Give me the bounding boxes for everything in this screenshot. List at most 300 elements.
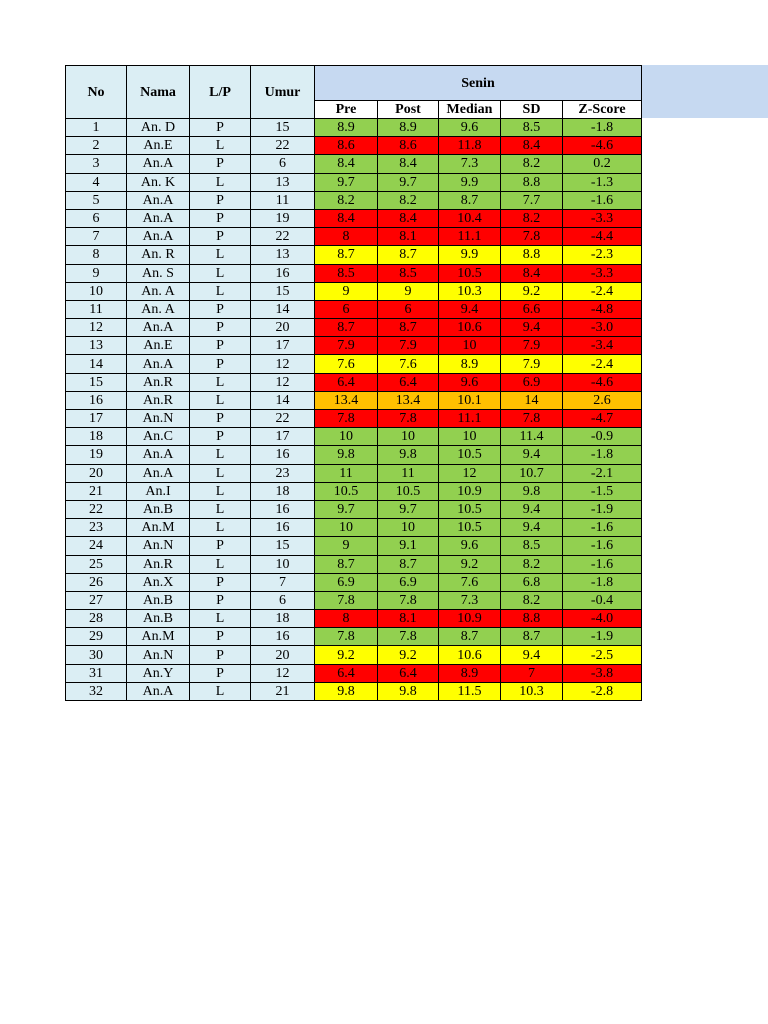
- cell-zscore: -1.9: [563, 500, 642, 518]
- cell-sd: 8.4: [501, 137, 563, 155]
- header-umur: Umur: [251, 66, 315, 119]
- cell-zscore: -3.8: [563, 664, 642, 682]
- cell-median: 9.6: [439, 119, 501, 137]
- cell-umur: 20: [251, 646, 315, 664]
- cell-sd: 8.2: [501, 155, 563, 173]
- cell-median: 8.7: [439, 191, 501, 209]
- cell-lp: P: [190, 573, 251, 591]
- cell-no: 5: [66, 191, 127, 209]
- header-median: Median: [439, 101, 501, 119]
- cell-median: 10.5: [439, 519, 501, 537]
- cell-lp: L: [190, 446, 251, 464]
- cell-no: 28: [66, 610, 127, 628]
- cell-nama: An.E: [127, 137, 190, 155]
- cell-lp: P: [190, 337, 251, 355]
- cell-umur: 15: [251, 282, 315, 300]
- cell-nama: An.A: [127, 191, 190, 209]
- table-row: [66, 137, 642, 155]
- cell-post: 8.4: [378, 209, 439, 227]
- cell-nama: An.A: [127, 319, 190, 337]
- cell-sd: 8.8: [501, 246, 563, 264]
- cell-post: 13.4: [378, 391, 439, 409]
- table-row: [66, 446, 642, 464]
- cell-no: 8: [66, 246, 127, 264]
- cell-lp: L: [190, 391, 251, 409]
- cell-lp: P: [190, 300, 251, 318]
- cell-nama: An. K: [127, 173, 190, 191]
- cell-zscore: -0.9: [563, 428, 642, 446]
- cell-post: 8.1: [378, 610, 439, 628]
- cell-umur: 12: [251, 355, 315, 373]
- cell-pre: 8.4: [315, 155, 378, 173]
- table-row: [66, 355, 642, 373]
- cell-zscore: -1.9: [563, 628, 642, 646]
- cell-post: 8.7: [378, 319, 439, 337]
- cell-sd: 8.5: [501, 119, 563, 137]
- cell-lp: P: [190, 319, 251, 337]
- cell-post: 7.8: [378, 628, 439, 646]
- cell-lp: L: [190, 173, 251, 191]
- table-row: [66, 428, 642, 446]
- cell-umur: 15: [251, 119, 315, 137]
- cell-nama: An.X: [127, 573, 190, 591]
- cell-post: 8.9: [378, 119, 439, 137]
- cell-lp: P: [190, 664, 251, 682]
- cell-median: 9.2: [439, 555, 501, 573]
- cell-zscore: -1.3: [563, 173, 642, 191]
- table-row: [66, 682, 642, 700]
- cell-zscore: -1.8: [563, 573, 642, 591]
- cell-post: 6.4: [378, 373, 439, 391]
- cell-post: 6.4: [378, 664, 439, 682]
- cell-sd: 6.8: [501, 573, 563, 591]
- cell-pre: 10: [315, 519, 378, 537]
- cell-sd: 9.4: [501, 500, 563, 518]
- header-group-senin: Senin: [315, 66, 642, 101]
- cell-median: 10: [439, 428, 501, 446]
- cell-median: 10.1: [439, 391, 501, 409]
- cell-lp: L: [190, 246, 251, 264]
- cell-median: 10.3: [439, 282, 501, 300]
- cell-pre: 8.7: [315, 246, 378, 264]
- cell-median: 8.9: [439, 355, 501, 373]
- cell-median: 11.1: [439, 410, 501, 428]
- cell-no: 15: [66, 373, 127, 391]
- cell-zscore: -3.3: [563, 209, 642, 227]
- cell-lp: L: [190, 682, 251, 700]
- cell-nama: An. D: [127, 119, 190, 137]
- cell-umur: 6: [251, 591, 315, 609]
- cell-zscore: -0.4: [563, 591, 642, 609]
- cell-umur: 14: [251, 300, 315, 318]
- table-row: [66, 191, 642, 209]
- cell-lp: L: [190, 482, 251, 500]
- cell-pre: 9: [315, 282, 378, 300]
- cell-post: 8.5: [378, 264, 439, 282]
- table-row: [66, 282, 642, 300]
- cell-lp: L: [190, 373, 251, 391]
- cell-zscore: -3.4: [563, 337, 642, 355]
- table-row: [66, 337, 642, 355]
- cell-lp: P: [190, 119, 251, 137]
- header-zscore: Z-Score: [563, 101, 642, 119]
- cell-sd: 9.4: [501, 646, 563, 664]
- cell-lp: L: [190, 464, 251, 482]
- cell-nama: An. A: [127, 300, 190, 318]
- cell-lp: P: [190, 228, 251, 246]
- cell-umur: 15: [251, 537, 315, 555]
- table-body: [66, 119, 642, 701]
- cell-nama: An.R: [127, 373, 190, 391]
- cell-pre: 8: [315, 228, 378, 246]
- cell-zscore: -2.1: [563, 464, 642, 482]
- cell-zscore: -2.4: [563, 355, 642, 373]
- table-row: [66, 519, 642, 537]
- table-row: [66, 482, 642, 500]
- cell-post: 8.2: [378, 191, 439, 209]
- cell-umur: 22: [251, 410, 315, 428]
- cell-no: 3: [66, 155, 127, 173]
- cell-pre: 9: [315, 537, 378, 555]
- table-row: [66, 264, 642, 282]
- cell-median: 7.3: [439, 155, 501, 173]
- cell-lp: L: [190, 500, 251, 518]
- cell-nama: An.N: [127, 646, 190, 664]
- cell-sd: 8.5: [501, 537, 563, 555]
- table-header: [66, 66, 642, 119]
- cell-nama: An.A: [127, 228, 190, 246]
- cell-nama: An.B: [127, 500, 190, 518]
- cell-median: 10.9: [439, 610, 501, 628]
- cell-umur: 16: [251, 500, 315, 518]
- cell-sd: 8.8: [501, 610, 563, 628]
- cell-umur: 16: [251, 628, 315, 646]
- cell-umur: 10: [251, 555, 315, 573]
- cell-sd: 9.8: [501, 482, 563, 500]
- cell-nama: An.C: [127, 428, 190, 446]
- cell-median: 10.5: [439, 446, 501, 464]
- cell-lp: P: [190, 537, 251, 555]
- cell-median: 9.4: [439, 300, 501, 318]
- cell-nama: An.R: [127, 555, 190, 573]
- table-row: [66, 628, 642, 646]
- cell-pre: 7.6: [315, 355, 378, 373]
- cell-zscore: 2.6: [563, 391, 642, 409]
- cell-nama: An. R: [127, 246, 190, 264]
- cell-zscore: -4.4: [563, 228, 642, 246]
- cell-umur: 22: [251, 228, 315, 246]
- cell-no: 22: [66, 500, 127, 518]
- cell-median: 10.5: [439, 500, 501, 518]
- cell-post: 7.8: [378, 591, 439, 609]
- cell-pre: 9.8: [315, 682, 378, 700]
- cell-no: 4: [66, 173, 127, 191]
- cell-sd: 8.4: [501, 264, 563, 282]
- table-row: [66, 464, 642, 482]
- table-row: [66, 610, 642, 628]
- cell-umur: 14: [251, 391, 315, 409]
- cell-median: 9.9: [439, 246, 501, 264]
- cell-sd: 7.9: [501, 355, 563, 373]
- cell-no: 11: [66, 300, 127, 318]
- header-sd: SD: [501, 101, 563, 119]
- cell-median: 8.9: [439, 664, 501, 682]
- cell-nama: An.A: [127, 446, 190, 464]
- cell-median: 11.5: [439, 682, 501, 700]
- cell-lp: P: [190, 646, 251, 664]
- cell-median: 10.9: [439, 482, 501, 500]
- cell-post: 9.7: [378, 173, 439, 191]
- table-row: [66, 373, 642, 391]
- cell-no: 7: [66, 228, 127, 246]
- cell-no: 24: [66, 537, 127, 555]
- cell-lp: L: [190, 282, 251, 300]
- table-row: [66, 573, 642, 591]
- cell-median: 8.7: [439, 628, 501, 646]
- table-row: [66, 228, 642, 246]
- cell-sd: 11.4: [501, 428, 563, 446]
- cell-median: 9.6: [439, 373, 501, 391]
- cell-nama: An.Y: [127, 664, 190, 682]
- cell-zscore: -1.5: [563, 482, 642, 500]
- cell-median: 12: [439, 464, 501, 482]
- cell-post: 10: [378, 519, 439, 537]
- cell-zscore: -1.6: [563, 191, 642, 209]
- cell-umur: 17: [251, 428, 315, 446]
- cell-pre: 9.8: [315, 446, 378, 464]
- cell-nama: An.A: [127, 355, 190, 373]
- cell-lp: P: [190, 591, 251, 609]
- cell-zscore: -4.0: [563, 610, 642, 628]
- table-row: [66, 246, 642, 264]
- cell-umur: 19: [251, 209, 315, 227]
- cell-nama: An. S: [127, 264, 190, 282]
- cell-no: 29: [66, 628, 127, 646]
- cell-zscore: -4.7: [563, 410, 642, 428]
- cell-post: 8.7: [378, 555, 439, 573]
- cell-lp: P: [190, 410, 251, 428]
- cell-no: 14: [66, 355, 127, 373]
- cell-nama: An.R: [127, 391, 190, 409]
- cell-sd: 10.3: [501, 682, 563, 700]
- table-row: [66, 500, 642, 518]
- table-row: [66, 319, 642, 337]
- cell-no: 2: [66, 137, 127, 155]
- cell-sd: 9.4: [501, 446, 563, 464]
- cell-zscore: -2.8: [563, 682, 642, 700]
- cell-umur: 16: [251, 264, 315, 282]
- cell-sd: 7: [501, 664, 563, 682]
- header-no: No: [66, 66, 127, 119]
- cell-no: 12: [66, 319, 127, 337]
- cell-zscore: -1.6: [563, 537, 642, 555]
- cell-median: 10.6: [439, 319, 501, 337]
- cell-pre: 11: [315, 464, 378, 482]
- cell-pre: 7.9: [315, 337, 378, 355]
- cell-post: 6.9: [378, 573, 439, 591]
- cell-umur: 23: [251, 464, 315, 482]
- cell-nama: An.A: [127, 155, 190, 173]
- table-row: [66, 209, 642, 227]
- table-row: [66, 155, 642, 173]
- cell-pre: 8.7: [315, 555, 378, 573]
- cell-nama: An.B: [127, 610, 190, 628]
- cell-sd: 9.4: [501, 519, 563, 537]
- header-lp: L/P: [190, 66, 251, 119]
- cell-zscore: -4.6: [563, 373, 642, 391]
- table-row: [66, 391, 642, 409]
- cell-median: 7.3: [439, 591, 501, 609]
- cell-pre: 7.8: [315, 628, 378, 646]
- cell-pre: 9.7: [315, 500, 378, 518]
- cell-pre: 10.5: [315, 482, 378, 500]
- table-row: [66, 410, 642, 428]
- cell-lp: L: [190, 610, 251, 628]
- cell-post: 9.8: [378, 682, 439, 700]
- cell-zscore: -3.3: [563, 264, 642, 282]
- cell-pre: 8: [315, 610, 378, 628]
- cell-no: 26: [66, 573, 127, 591]
- cell-post: 10.5: [378, 482, 439, 500]
- cell-post: 9.2: [378, 646, 439, 664]
- cell-post: 7.9: [378, 337, 439, 355]
- cell-post: 8.4: [378, 155, 439, 173]
- cell-pre: 9.7: [315, 173, 378, 191]
- cell-pre: 8.9: [315, 119, 378, 137]
- cell-umur: 21: [251, 682, 315, 700]
- cell-sd: 14: [501, 391, 563, 409]
- cell-lp: L: [190, 555, 251, 573]
- cell-pre: 10: [315, 428, 378, 446]
- cell-nama: An.B: [127, 591, 190, 609]
- cell-pre: 9.2: [315, 646, 378, 664]
- cell-sd: 7.8: [501, 410, 563, 428]
- cell-median: 9.6: [439, 537, 501, 555]
- cell-zscore: -2.4: [563, 282, 642, 300]
- cell-zscore: -1.8: [563, 119, 642, 137]
- cell-pre: 8.5: [315, 264, 378, 282]
- table-row: [66, 537, 642, 555]
- cell-lp: L: [190, 519, 251, 537]
- cell-umur: 22: [251, 137, 315, 155]
- cell-post: 6: [378, 300, 439, 318]
- cell-lp: P: [190, 155, 251, 173]
- cell-pre: 8.4: [315, 209, 378, 227]
- cell-median: 10: [439, 337, 501, 355]
- cell-median: 11.1: [439, 228, 501, 246]
- cell-zscore: 0.2: [563, 155, 642, 173]
- cell-sd: 9.2: [501, 282, 563, 300]
- header-post: Post: [378, 101, 439, 119]
- cell-post: 9.8: [378, 446, 439, 464]
- cell-no: 30: [66, 646, 127, 664]
- cell-lp: P: [190, 209, 251, 227]
- header-pre: Pre: [315, 101, 378, 119]
- cell-no: 9: [66, 264, 127, 282]
- cell-pre: 7.8: [315, 410, 378, 428]
- cell-zscore: -1.8: [563, 446, 642, 464]
- cell-post: 8.1: [378, 228, 439, 246]
- cell-no: 25: [66, 555, 127, 573]
- cell-median: 10.4: [439, 209, 501, 227]
- cell-zscore: -4.8: [563, 300, 642, 318]
- cell-nama: An.A: [127, 682, 190, 700]
- cell-sd: 10.7: [501, 464, 563, 482]
- cell-lp: P: [190, 355, 251, 373]
- cell-no: 27: [66, 591, 127, 609]
- cell-umur: 16: [251, 446, 315, 464]
- cell-sd: 7.7: [501, 191, 563, 209]
- cell-sd: 8.8: [501, 173, 563, 191]
- cell-pre: 6: [315, 300, 378, 318]
- cell-pre: 7.8: [315, 591, 378, 609]
- cell-median: 11.8: [439, 137, 501, 155]
- table-row: [66, 300, 642, 318]
- cell-post: 9.7: [378, 500, 439, 518]
- cell-pre: 8.2: [315, 191, 378, 209]
- cell-post: 10: [378, 428, 439, 446]
- table-row: [66, 646, 642, 664]
- cell-zscore: -4.6: [563, 137, 642, 155]
- cell-umur: 18: [251, 482, 315, 500]
- cell-umur: 12: [251, 373, 315, 391]
- cell-zscore: -2.5: [563, 646, 642, 664]
- data-table: [65, 65, 642, 701]
- cell-sd: 8.2: [501, 209, 563, 227]
- cell-post: 11: [378, 464, 439, 482]
- cell-umur: 17: [251, 337, 315, 355]
- table-row: [66, 173, 642, 191]
- cell-post: 9: [378, 282, 439, 300]
- cell-sd: 9.4: [501, 319, 563, 337]
- cell-sd: 8.2: [501, 591, 563, 609]
- cell-post: 9.1: [378, 537, 439, 555]
- cell-post: 8.6: [378, 137, 439, 155]
- cell-no: 16: [66, 391, 127, 409]
- header-nama: Nama: [127, 66, 190, 119]
- cell-no: 6: [66, 209, 127, 227]
- cell-zscore: -1.6: [563, 519, 642, 537]
- cell-nama: An.A: [127, 464, 190, 482]
- table-row: [66, 591, 642, 609]
- cell-no: 31: [66, 664, 127, 682]
- cell-zscore: -2.3: [563, 246, 642, 264]
- cell-umur: 13: [251, 246, 315, 264]
- cell-post: 7.8: [378, 410, 439, 428]
- cell-nama: An.A: [127, 209, 190, 227]
- table-row: [66, 555, 642, 573]
- cell-sd: 7.8: [501, 228, 563, 246]
- cell-nama: An. A: [127, 282, 190, 300]
- cell-nama: An.I: [127, 482, 190, 500]
- cell-lp: P: [190, 191, 251, 209]
- table-row: [66, 664, 642, 682]
- cell-no: 21: [66, 482, 127, 500]
- cell-median: 9.9: [439, 173, 501, 191]
- cell-umur: 13: [251, 173, 315, 191]
- cell-sd: 6.6: [501, 300, 563, 318]
- cell-median: 10.5: [439, 264, 501, 282]
- cell-umur: 6: [251, 155, 315, 173]
- cell-no: 1: [66, 119, 127, 137]
- cell-median: 10.6: [439, 646, 501, 664]
- cell-pre: 6.4: [315, 664, 378, 682]
- cell-sd: 7.9: [501, 337, 563, 355]
- cell-zscore: -1.6: [563, 555, 642, 573]
- cell-umur: 20: [251, 319, 315, 337]
- cell-umur: 7: [251, 573, 315, 591]
- cell-umur: 12: [251, 664, 315, 682]
